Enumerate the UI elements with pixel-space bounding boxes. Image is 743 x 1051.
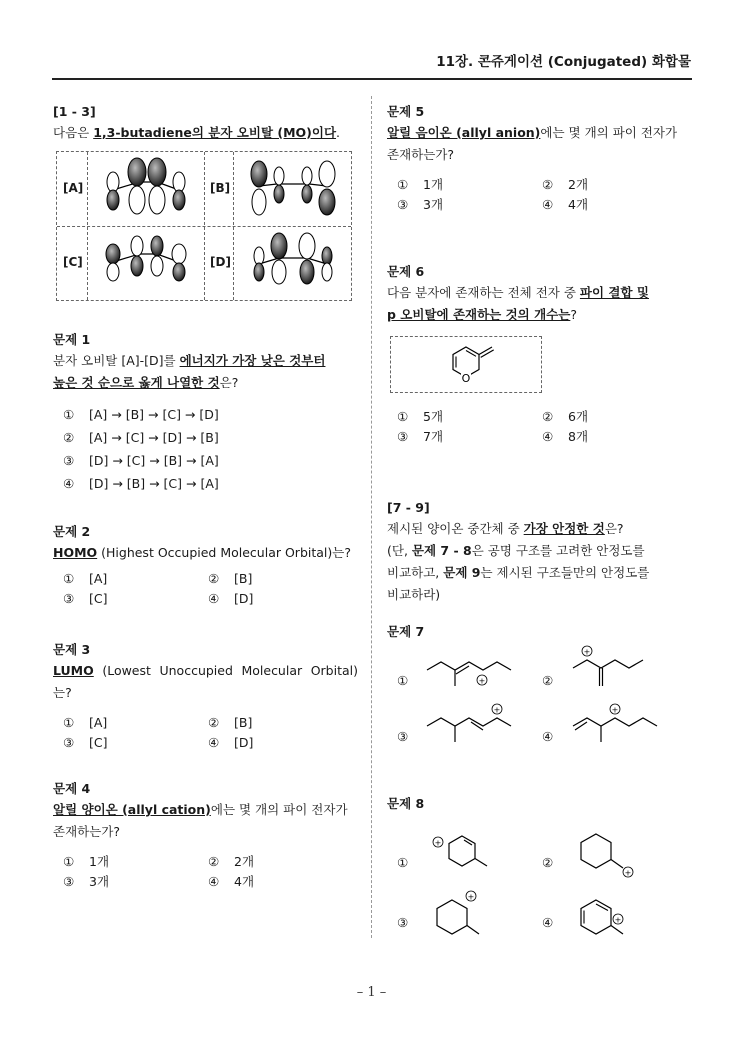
q5-option-4[interactable]: ④ 4개: [542, 197, 589, 212]
page-number: – 1 –: [356, 985, 387, 1000]
q4-text: 알릴 양이온 (allyl cation)에는 몇 개의 파이 전자가 존재하는가?: [53, 802, 348, 839]
q6-block: [387, 262, 693, 326]
q3-block: [53, 640, 358, 750]
q4-block: [53, 779, 358, 889]
q7-title: 문제 7: [387, 624, 425, 639]
q5-options: [387, 166, 693, 212]
intro-block: [53, 102, 358, 144]
q2-option-2[interactable]: ② [B]: [208, 571, 253, 586]
q4-option-2[interactable]: ② 2개: [208, 854, 255, 869]
q6-text: 다음 분자에 존재하는 전체 전자 중 파이 결합 및 p 오비탈에 존재하는 것의 개수는?: [387, 285, 649, 322]
q1-options: [53, 394, 358, 490]
q2-block: [53, 522, 358, 604]
q7-option-1-structure[interactable]: [425, 650, 515, 700]
q6-option-2[interactable]: ② 6개: [542, 409, 589, 424]
mo-label-d: [D]: [210, 255, 231, 269]
q6-option-1[interactable]: ① 5개: [397, 409, 444, 424]
q3-option-1[interactable]: ① [A]: [63, 715, 108, 730]
q7-option-2-structure[interactable]: [571, 642, 661, 700]
q3-options: [53, 704, 358, 750]
q2-option-1[interactable]: ① [A]: [63, 571, 108, 586]
q5-block: [387, 102, 693, 212]
q8-option-3-structure[interactable]: [427, 888, 507, 948]
q79-line-2: (단, 문제 7 - 8은 공명 구조를 고려한 안정도를: [387, 543, 645, 558]
q1-title: 문제 1: [53, 332, 91, 347]
q8-title: 문제 8: [387, 796, 425, 811]
mo-d-diagram: [237, 228, 349, 298]
intro-range: [1 - 3]: [53, 104, 96, 119]
q6-options: [387, 406, 693, 446]
q2-title: 문제 2: [53, 524, 91, 539]
q79-line-4: 비교하라): [387, 587, 441, 602]
q4-option-3[interactable]: ③ 3개: [63, 874, 110, 889]
q8-option-1-num[interactable]: ①: [397, 855, 409, 870]
q8-block: [387, 794, 693, 944]
q3-title: 문제 3: [53, 642, 91, 657]
q4-option-4[interactable]: ④ 4개: [208, 874, 255, 889]
svg-text:+: +: [624, 868, 632, 878]
q79-line-1: 제시된 양이온 중간체 중 가장 안정한 것은?: [387, 521, 624, 536]
svg-text:+: +: [467, 892, 475, 902]
q7-option-4-structure[interactable]: [571, 702, 661, 752]
q7-option-4-num[interactable]: ④: [542, 729, 554, 744]
q1-block: [53, 330, 358, 490]
q3-text: LUMO (Lowest Unoccupied Molecular Orbital)는?: [53, 663, 358, 700]
q1-text: 분자 오비탈 [A]-[D]를 에너지가 가장 낮은 것부터 높은 것 순으로 옳게 나열한 것은?: [53, 353, 326, 390]
q4-options: [53, 843, 358, 889]
intro-text: 다음은 1,3-butadiene의 분자 오비탈 (MO)이다.: [53, 125, 341, 140]
q5-option-3[interactable]: ③ 3개: [397, 197, 444, 212]
svg-text:+: +: [614, 915, 622, 925]
q8-option-4-structure[interactable]: [571, 888, 651, 948]
q4-title: 문제 4: [53, 781, 91, 796]
mo-a-diagram: [91, 154, 201, 224]
q5-option-2[interactable]: ② 2개: [542, 177, 589, 192]
column-divider: [371, 96, 372, 938]
q7-structures: [387, 642, 693, 752]
q5-option-1[interactable]: ① 1개: [397, 177, 444, 192]
mo-table: [56, 151, 352, 301]
svg-text:+: +: [434, 838, 442, 848]
q7-block: [387, 622, 693, 752]
q79-block: [387, 498, 693, 606]
q1-option-4[interactable]: ④ [D] → [B] → [C] → [A]: [63, 476, 219, 491]
mo-label-b: [B]: [210, 181, 231, 195]
q8-structures: [387, 814, 693, 944]
q6-title: 문제 6: [387, 264, 425, 279]
mo-label-c: [C]: [63, 255, 83, 269]
svg-text:+: +: [583, 647, 591, 657]
q2-options: [53, 564, 358, 604]
mo-b-diagram: [237, 154, 349, 224]
q4-option-1[interactable]: ① 1개: [63, 854, 110, 869]
pyran-methylene-structure: [391, 337, 541, 392]
q8-option-1-structure[interactable]: [427, 828, 507, 888]
header-rule: [52, 78, 692, 80]
q2-option-4[interactable]: ④ [D]: [208, 591, 254, 606]
q5-title: 문제 5: [387, 104, 425, 119]
q6-option-4[interactable]: ④ 8개: [542, 429, 589, 444]
q7-option-3-structure[interactable]: [425, 702, 515, 752]
q8-option-2-num[interactable]: ②: [542, 855, 554, 870]
q1-option-3[interactable]: ③ [D] → [C] → [B] → [A]: [63, 453, 219, 468]
q6-options-block: [387, 406, 693, 446]
q8-option-3-num[interactable]: ③: [397, 915, 409, 930]
mo-label-a: [A]: [63, 181, 84, 195]
q7-option-3-num[interactable]: ③: [397, 729, 409, 744]
q6-molecule-box: [390, 336, 542, 393]
q2-option-3[interactable]: ③ [C]: [63, 591, 108, 606]
q6-option-3[interactable]: ③ 7개: [397, 429, 444, 444]
q7-option-2-num[interactable]: ②: [542, 673, 554, 688]
q3-option-4[interactable]: ④ [D]: [208, 735, 254, 750]
q3-option-3[interactable]: ③ [C]: [63, 735, 108, 750]
svg-text:+: +: [493, 705, 501, 715]
oxygen-atom-label: O: [461, 372, 471, 385]
svg-text:+: +: [611, 705, 619, 715]
q79-range: [7 - 9]: [387, 500, 430, 515]
svg-text:+: +: [478, 676, 486, 686]
q5-text: 알릴 음이온 (allyl anion)에는 몇 개의 파이 전자가 존재하는가?: [387, 125, 678, 162]
q2-text: HOMO (Highest Occupied Molecular Orbital)는?: [53, 545, 351, 560]
q1-option-1[interactable]: ① [A] → [B] → [C] → [D]: [63, 407, 219, 422]
q7-option-1-num[interactable]: ①: [397, 673, 409, 688]
q1-option-2[interactable]: ② [A] → [C] → [D] → [B]: [63, 430, 219, 445]
q79-line-3: 비교하고, 문제 9는 제시된 구조들만의 안정도를: [387, 565, 650, 580]
q8-option-4-num[interactable]: ④: [542, 915, 554, 930]
q3-option-2[interactable]: ② [B]: [208, 715, 253, 730]
page-header: 11장. 콘쥬게이션 (Conjugated) 화합물: [436, 54, 691, 70]
mo-c-diagram: [91, 228, 201, 298]
q8-option-2-structure[interactable]: [571, 824, 651, 884]
